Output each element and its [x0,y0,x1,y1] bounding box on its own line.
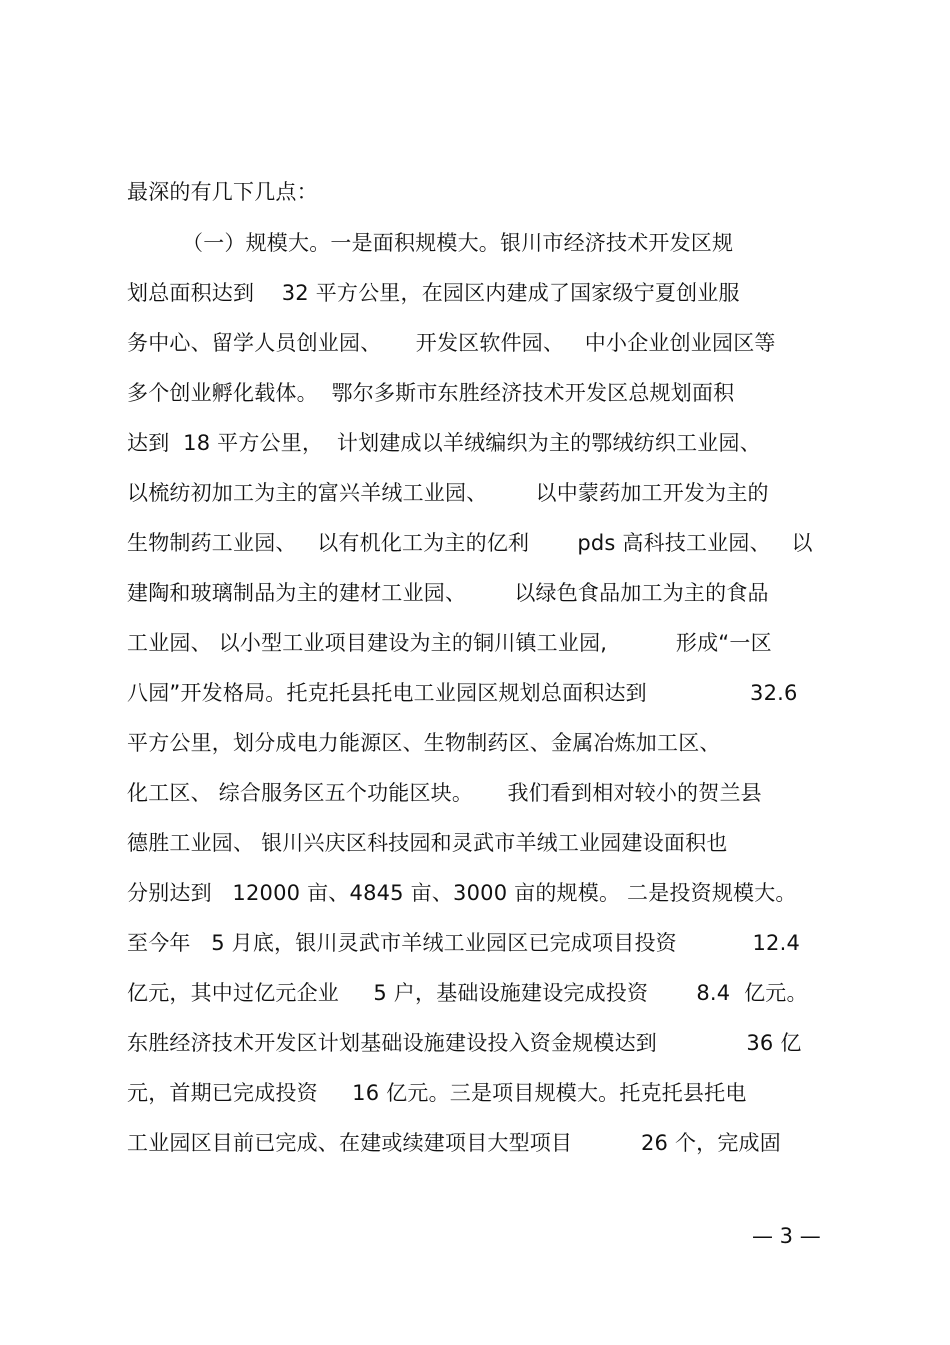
text-line-2: （一）规模大。一是面积规模大。银川市经济技术开发区规 [127,231,734,255]
text-line-16: 至今年 5 月底，银川灵武市羊绒工业园区已完成项目投资 12.4 [127,931,801,955]
text-line-10: 工业园、 以小型工业项目建设为主的铜川镇工业园, 形成“一区 [127,631,772,655]
page-number: — 3 — [752,1224,821,1248]
text-line-1: 最深的有几下几点： [127,180,318,204]
text-line-3: 划总面积达到 32 平方公里，在园区内建成了国家级宁夏创业服 [127,281,740,305]
text-line-6: 达到 18 平方公里， 计划建成以羊绒编织为主的鄂绒纺织工业园、 [127,431,761,455]
text-line-13: 化工区、 综合服务区五个功能区块。 我们看到相对较小的贺兰县 [127,781,762,805]
text-line-8: 生物制药工业园、 以有机化工为主的亿利 pds 高科技工业园、 以 [127,531,813,555]
text-line-19: 元，首期已完成投资 16 亿元。三是项目规模大。托克托县托电 [127,1081,747,1105]
text-line-15: 分别达到 12000 亩、4845 亩、3000 亩的规模。 二是投资规模大。 [127,881,797,905]
text-line-5: 多个创业孵化载体。 鄂尔多斯市东胜经济技术开发区总规划面积 [127,381,735,405]
text-line-11: 八园”开发格局。托克托县托电工业园区规划总面积达到 32.6 [127,681,798,705]
text-line-20: 工业园区目前已完成、在建或续建项目大型项目 26 个，完成固 [127,1131,781,1155]
text-line-14: 德胜工业园、 银川兴庆区科技园和灵武市羊绒工业园建设面积也 [127,831,728,855]
text-line-4: 务中心、留学人员创业园、 开发区软件园、 中小企业创业园区等 [127,331,776,355]
text-line-12: 平方公里，划分成电力能源区、生物制药区、金属冶炼加工区、 [127,731,721,755]
text-line-17: 亿元，其中过亿元企业 5 户，基础设施建设完成投资 8.4 亿元。 [127,981,808,1005]
text-line-18: 东胜经济技术开发区计划基础设施建设投入资金规模达到 36 亿 [127,1031,802,1055]
text-line-7: 以梳纺初加工为主的富兴羊绒工业园、 以中蒙药加工开发为主的 [127,481,769,505]
text-line-9: 建陶和玻璃制品为主的建材工业园、 以绿色食品加工为主的食品 [127,581,769,605]
